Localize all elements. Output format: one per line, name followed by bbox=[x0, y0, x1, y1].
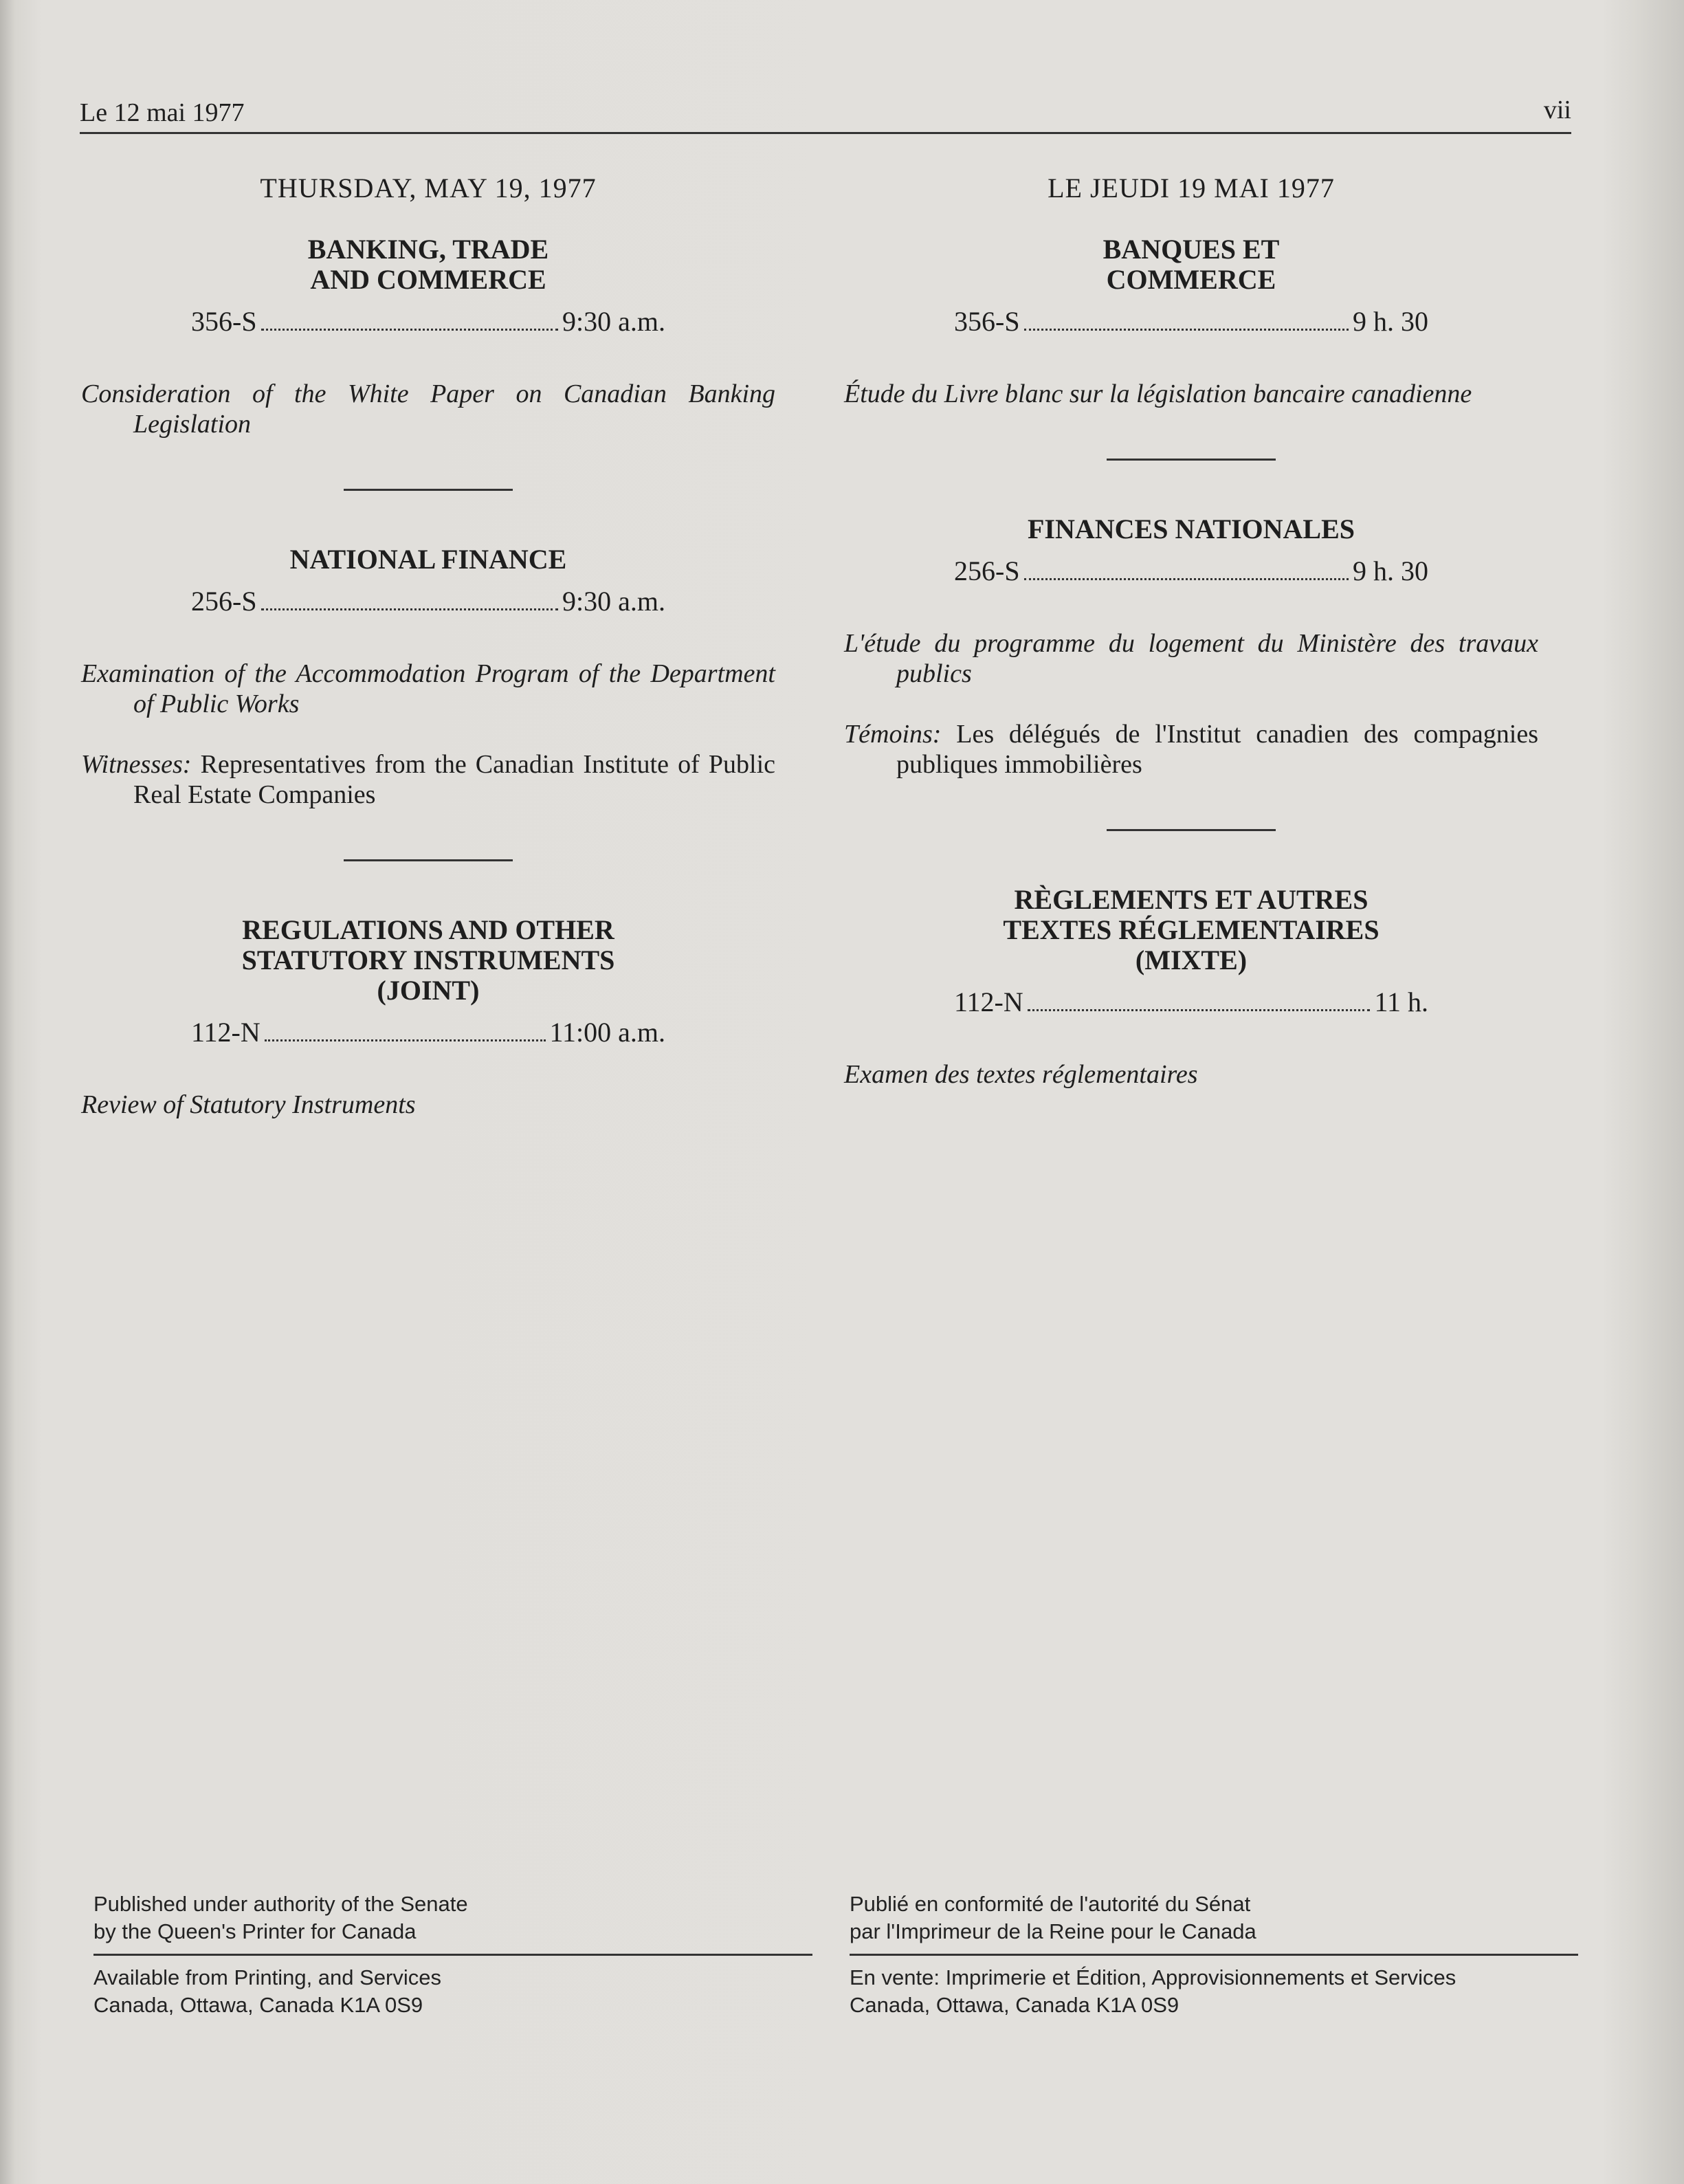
room-number: 356-S bbox=[954, 306, 1020, 337]
english-section-regulations bbox=[81, 915, 775, 1120]
room-number: 112-N bbox=[191, 1017, 261, 1048]
committee-name bbox=[81, 544, 775, 575]
dot-leader bbox=[261, 329, 558, 331]
footer-line: Available from Printing, and Services bbox=[93, 1965, 442, 1989]
english-date: THURSDAY, MAY 19, 1977 bbox=[260, 173, 597, 203]
footer-line: En vente: Imprimerie et Édition, Approvisionnements et Services bbox=[850, 1965, 1456, 1989]
footer-line: par l'Imprimeur de la Reine pour le Canada bbox=[850, 1919, 1256, 1943]
publisher-notice bbox=[850, 1890, 1578, 1956]
committee-line: FINANCES NATIONALES bbox=[1027, 514, 1355, 544]
committee-line: STATUTORY INSTRUMENTS bbox=[241, 945, 615, 975]
english-section-finance bbox=[81, 544, 775, 810]
publisher-notice bbox=[93, 1890, 812, 1956]
footer-line: Canada, Ottawa, Canada K1A 0S9 bbox=[93, 1993, 423, 2017]
availability-notice bbox=[93, 1956, 812, 2019]
french-section-finances bbox=[844, 514, 1538, 780]
footer-line: Publié en conformité de l'autorité du Sénat bbox=[850, 1892, 1251, 1916]
room-time-row bbox=[191, 586, 665, 617]
footer-line: by the Queen's Printer for Canada bbox=[93, 1919, 417, 1943]
dot-leader bbox=[265, 1039, 546, 1041]
french-section-reglements bbox=[844, 885, 1538, 1090]
room-number: 256-S bbox=[191, 586, 257, 617]
english-column bbox=[81, 172, 775, 1120]
dot-leader bbox=[1024, 578, 1349, 580]
room-time-row bbox=[954, 986, 1428, 1018]
section-divider bbox=[1107, 459, 1276, 461]
committee-line: (JOINT) bbox=[377, 975, 480, 1006]
french-footer bbox=[850, 1890, 1578, 2019]
committee-line: RÈGLEMENTS ET AUTRES bbox=[1014, 884, 1369, 915]
committee-line: NATIONAL FINANCE bbox=[289, 544, 567, 575]
availability-notice bbox=[850, 1956, 1578, 2019]
committee-name bbox=[81, 234, 775, 295]
witness-entry bbox=[844, 719, 1538, 780]
french-column bbox=[844, 172, 1538, 1090]
witness-text: Les délégués de l'Institut canadien des compagnies publiques immobilières bbox=[896, 720, 1539, 779]
room-number: 256-S bbox=[954, 555, 1020, 586]
meeting-time: 9 h. 30 bbox=[1353, 555, 1428, 586]
header-date: Le 12 mai 1977 bbox=[80, 98, 245, 127]
agenda-description: L'étude du programme du logement du Ministère des travaux publics bbox=[844, 629, 1538, 688]
footer-line: Published under authority of the Senate bbox=[93, 1892, 468, 1916]
committee-name bbox=[844, 885, 1538, 975]
committee-line: COMMERCE bbox=[1106, 264, 1276, 295]
committee-line: AND COMMERCE bbox=[310, 264, 546, 295]
committee-name bbox=[81, 915, 775, 1006]
committee-name bbox=[844, 514, 1538, 544]
meeting-time: 9:30 a.m. bbox=[562, 586, 665, 617]
section-divider bbox=[344, 489, 513, 491]
committee-name bbox=[844, 234, 1538, 295]
witness-text: Representatives from the Canadian Institute of Public Real Estate Companies bbox=[133, 750, 775, 809]
meeting-time: 9:30 a.m. bbox=[562, 306, 665, 337]
footer-line: Canada, Ottawa, Canada K1A 0S9 bbox=[850, 1993, 1179, 2017]
room-number: 356-S bbox=[191, 306, 257, 337]
room-number: 112-N bbox=[954, 986, 1023, 1017]
page-number: vii bbox=[1543, 96, 1571, 124]
agenda-description: Review of Statutory Instruments bbox=[81, 1090, 416, 1119]
room-time-row bbox=[191, 306, 665, 338]
running-header bbox=[80, 98, 1571, 134]
meeting-time: 11 h. bbox=[1374, 986, 1428, 1017]
english-footer bbox=[93, 1890, 812, 2019]
dot-leader bbox=[261, 608, 558, 610]
meeting-time: 9 h. 30 bbox=[1353, 306, 1428, 337]
committee-line: REGULATIONS AND OTHER bbox=[242, 914, 614, 945]
room-time-row bbox=[954, 555, 1428, 587]
committee-line: BANKING, TRADE bbox=[307, 234, 549, 265]
agenda-description: Examination of the Accommodation Program of the Department of Public Works bbox=[81, 659, 775, 718]
witness-label: Witnesses: bbox=[81, 750, 192, 779]
room-time-row bbox=[954, 306, 1428, 338]
french-section-banques bbox=[844, 234, 1538, 409]
english-section-banking bbox=[81, 234, 775, 439]
section-divider bbox=[344, 859, 513, 861]
agenda-description: Examen des textes réglementaires bbox=[844, 1060, 1198, 1089]
agenda-description: Étude du Livre blanc sur la législation bancaire canadienne bbox=[844, 379, 1472, 408]
french-date: LE JEUDI 19 MAI 1977 bbox=[1048, 173, 1335, 203]
agenda-description: Consideration of the White Paper on Canadian Banking Legislation bbox=[81, 379, 775, 439]
committee-line: BANQUES ET bbox=[1103, 234, 1280, 265]
room-time-row bbox=[191, 1017, 665, 1048]
dot-leader bbox=[1028, 1009, 1371, 1011]
witness-entry bbox=[81, 749, 775, 810]
section-divider bbox=[1107, 829, 1276, 831]
meeting-time: 11:00 a.m. bbox=[549, 1017, 665, 1048]
witness-label: Témoins: bbox=[844, 720, 942, 749]
committee-line: (MIXTE) bbox=[1135, 945, 1248, 975]
committee-line: TEXTES RÉGLEMENTAIRES bbox=[1003, 914, 1380, 945]
dot-leader bbox=[1024, 329, 1349, 331]
